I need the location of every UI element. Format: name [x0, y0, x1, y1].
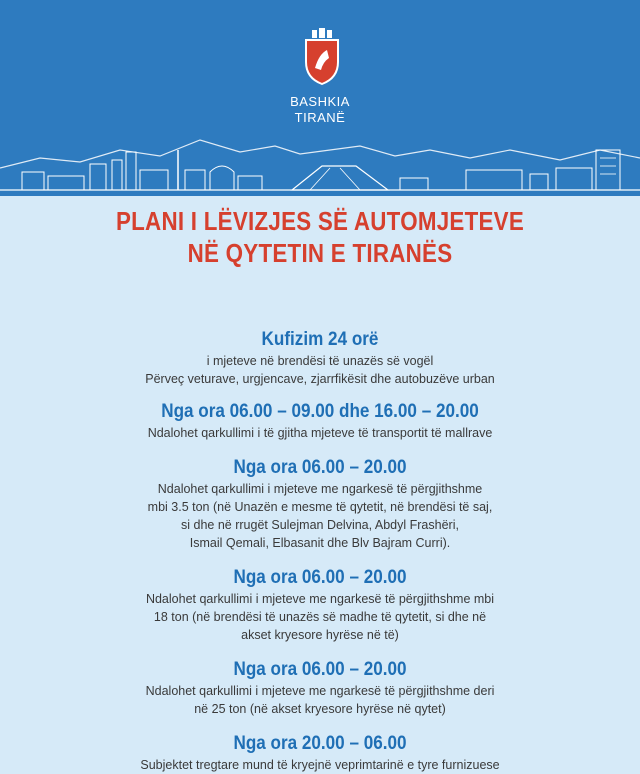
section-text: Ndalohet qarkullimi i të gjitha mjeteve të transportit të mallrave — [147, 426, 493, 440]
regulation-section — [0, 566, 640, 644]
page-title-line1: PLANI I LËVIZJES SË AUTOMJETEVE — [115, 206, 525, 236]
regulation-section — [0, 400, 640, 442]
section-text: Ndalohet qarkullimi i mjeteve me ngarkesë të përgjithshme — [157, 482, 483, 496]
section-text: 18 ton (në brendësi të unazës së madhe të qytetit, si dhe në — [153, 610, 487, 624]
section-text: mbi 3.5 ton (në Unazën e mesme të qytetit, në brendësi të saj, — [147, 500, 493, 514]
brand-name-line2: TIRANË — [294, 110, 346, 125]
brand-name-line1: BASHKIA — [290, 94, 350, 109]
section-heading: Nga ora 06.00 – 20.00 — [233, 659, 407, 680]
regulation-list — [0, 322, 640, 774]
section-text: Ismail Qemali, Elbasanit dhe Blv Bajram Curri). — [189, 536, 451, 550]
regulation-section — [0, 732, 640, 774]
section-heading: Nga ora 20.00 – 06.00 — [233, 733, 407, 754]
section-text: Ndalohet qarkullimi i mjeteve me ngarkesë të përgjithshme mbi — [145, 592, 495, 606]
section-heading: Nga ora 06.00 – 09.00 dhe 16.00 – 20.00 — [161, 401, 479, 422]
section-text: Subjektet tregtare mund të kryejnë veprimtarinë e tyre furnizuese — [140, 758, 500, 772]
section-text: i mjeteve në brendësi të unazës së vogël — [206, 354, 434, 368]
header-band — [0, 0, 640, 196]
section-heading: Nga ora 06.00 – 20.00 — [233, 457, 407, 478]
section-text: Përveç veturave, urgjencave, zjarrfikësit dhe autobuzëve urban — [145, 372, 495, 386]
page-title-line2: NË QYTETIN E TIRANËS — [187, 238, 453, 268]
section-text: si dhe në rrugët Sulejman Delvina, Abdyl Frashëri, — [181, 518, 459, 532]
municipality-crest-icon — [303, 28, 341, 86]
section-text: akset kryesore hyrëse në të) — [241, 628, 399, 642]
regulation-section — [0, 328, 640, 388]
section-heading: Kufizim 24 orë — [261, 329, 379, 350]
section-text: në 25 ton (në akset kryesore hyrëse në qytet) — [194, 702, 446, 716]
section-heading: Nga ora 06.00 – 20.00 — [233, 567, 407, 588]
regulation-section — [0, 658, 640, 718]
section-text: Ndalohet qarkullimi i mjeteve me ngarkesë të përgjithshme deri — [145, 684, 495, 698]
regulation-section — [0, 456, 640, 552]
